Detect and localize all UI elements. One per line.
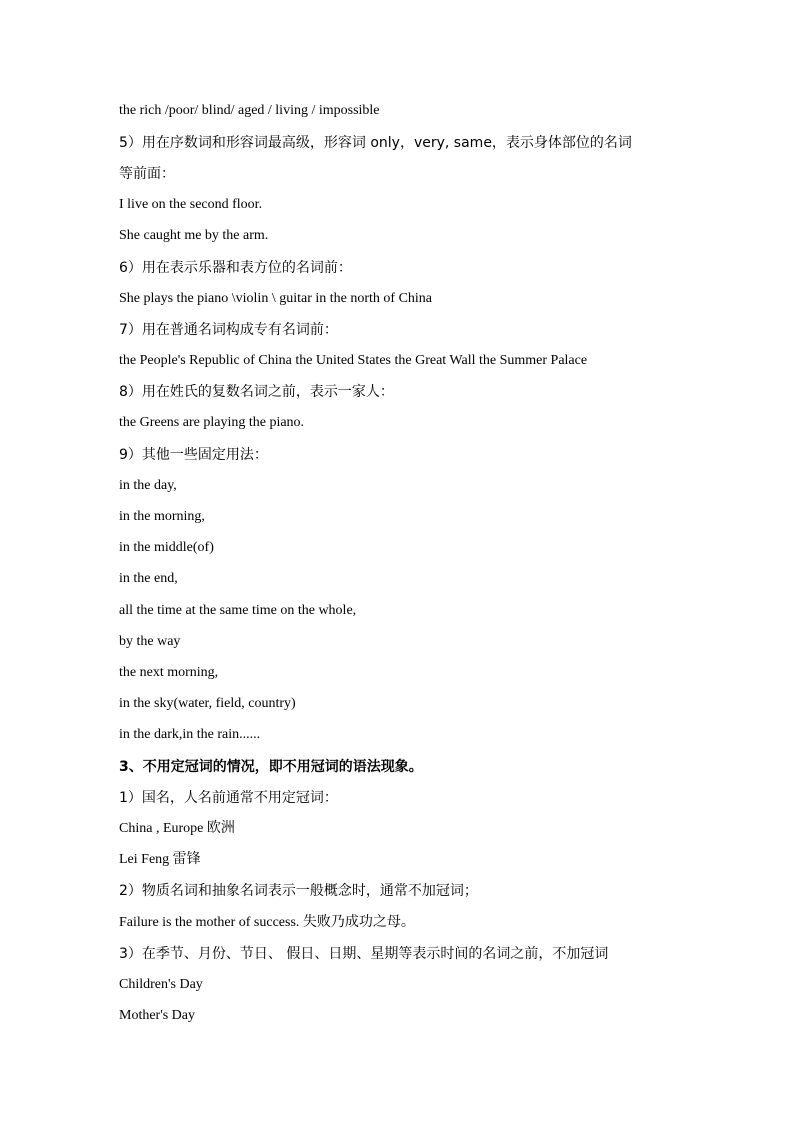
text-line: all the time at the same time on the whole, [119, 603, 357, 618]
text-line: 8）用在姓氏的复数名词之前，表示一家人： [119, 384, 394, 400]
text-line: the People's Republic of China the United States the Great Wall the Summer Palace [119, 353, 588, 368]
text-line: in the morning, [119, 509, 205, 524]
text-line: Children's Day [119, 977, 203, 992]
text-line: in the middle(of) [119, 540, 214, 555]
text-line: Lei Feng 雷锋 [119, 852, 201, 867]
text-line: She plays the piano \violin \ guitar in the north of China [119, 291, 433, 306]
text-line: in the dark,in the rain...... [119, 727, 261, 742]
text-line: She caught me by the arm. [119, 228, 269, 243]
text-line: 等前面： [119, 166, 175, 182]
text-line: the next morning, [119, 665, 219, 680]
text-line: by the way [119, 634, 181, 649]
text-line: I live on the second floor. [119, 197, 263, 212]
text-line: 6）用在表示乐器和表方位的名词前： [119, 260, 352, 276]
text-line: in the day, [119, 478, 177, 493]
text-line: the Greens are playing the piano. [119, 415, 305, 430]
text-line: 9）其他一些固定用法： [119, 447, 268, 463]
text-line: 5）用在序数词和形容词最高级，形容词 only，very, same，表示身体部位的名词 [119, 135, 632, 151]
text-line: 2）物质名词和抽象名词表示一般概念时，通常不加冠词； [119, 883, 478, 899]
text-line: in the sky(water, field, country) [119, 696, 296, 711]
text-line: 3）在季节、月份、节日、 假日、日期、星期等表示时间的名词之前，不加冠词 [119, 946, 609, 962]
text-line: the rich /poor/ blind/ aged / living / impossible [119, 103, 380, 118]
text-line: Failure is the mother of success. 失败乃成功之母。 [119, 915, 415, 930]
text-line: China , Europe 欧洲 [119, 821, 235, 836]
text-line: Mother's Day [119, 1008, 196, 1023]
section-heading: 3、不用定冠词的情况，即不用冠词的语法现象。 [119, 759, 423, 775]
text-line: in the end, [119, 571, 178, 586]
text-line: 1）国名，人名前通常不用定冠词： [119, 790, 338, 806]
text-line: 7）用在普通名词构成专有名词前： [119, 322, 338, 338]
